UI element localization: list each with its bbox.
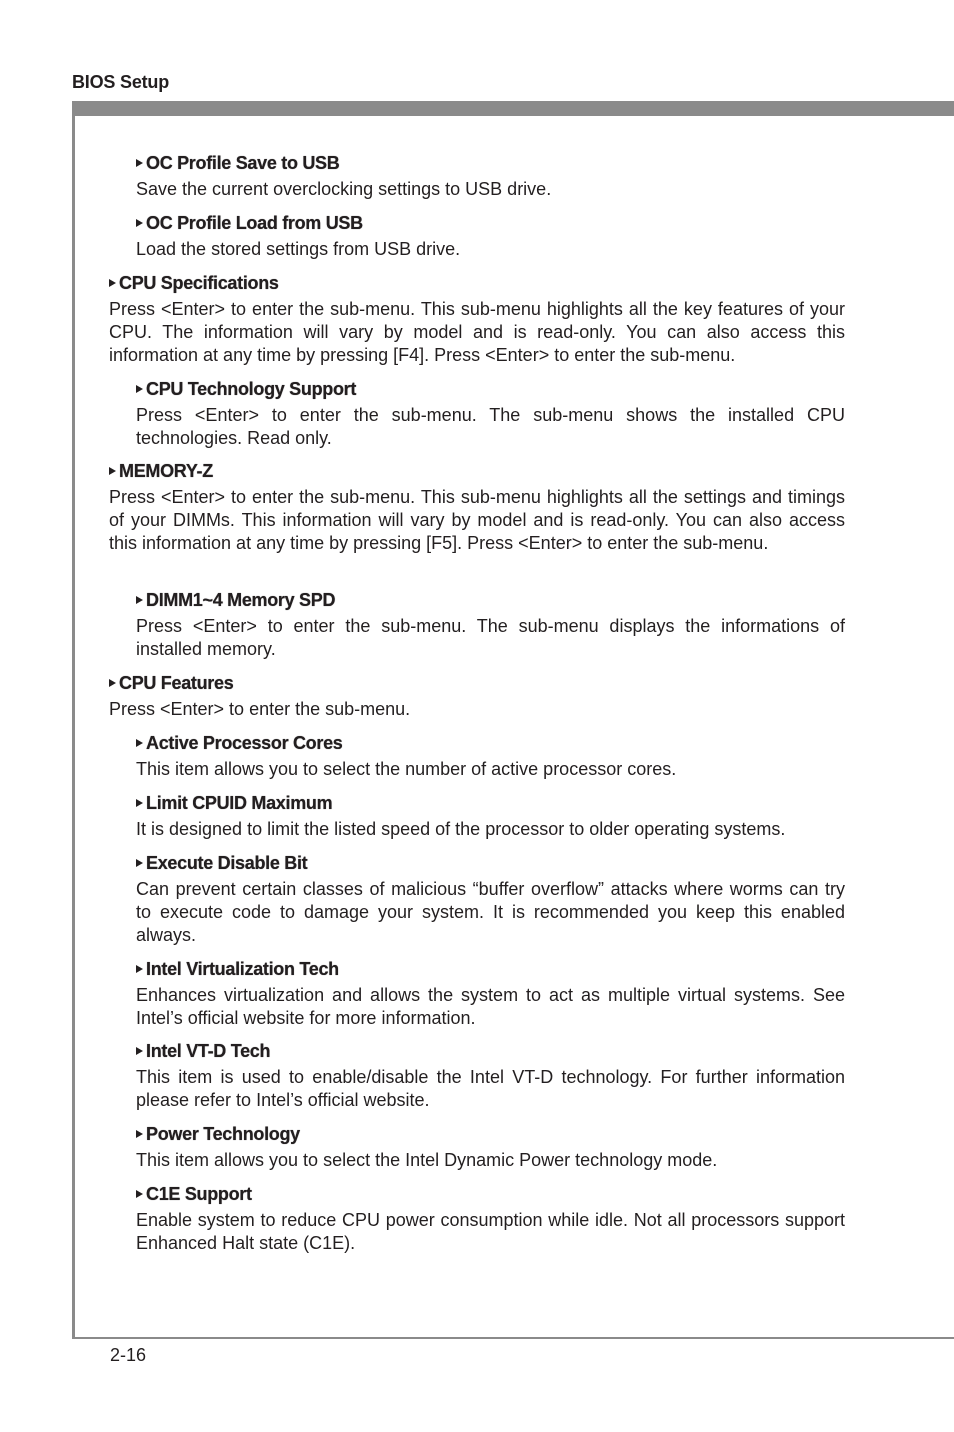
entry-heading xyxy=(109,272,845,295)
triangle-bullet-icon xyxy=(136,385,143,393)
entry-c1e-support xyxy=(136,1183,845,1255)
entry-title: CPU Technology Support xyxy=(146,379,357,399)
entry-intel-vt-d-tech xyxy=(136,1040,845,1112)
entry-heading xyxy=(109,672,845,695)
entry-description: Press <Enter> to enter the sub-menu. This sub-menu highlights all the settings and timings of your DIMMs. This information will vary by model and is read-only. You can also access this information at any time by pressing [F5]. Press <Enter> to enter the sub-menu. xyxy=(109,487,845,553)
triangle-bullet-icon xyxy=(136,859,143,867)
triangle-bullet-icon xyxy=(109,467,116,475)
entry-description: This item allows you to select the Intel Dynamic Power technology mode. xyxy=(136,1150,718,1170)
triangle-bullet-icon xyxy=(136,965,143,973)
entry-title: Execute Disable Bit xyxy=(146,853,308,873)
triangle-bullet-icon xyxy=(136,739,143,747)
triangle-bullet-icon xyxy=(109,279,116,287)
entry-oc-profile-save xyxy=(136,152,845,201)
triangle-bullet-icon xyxy=(136,596,143,604)
entry-title: CPU Specifications xyxy=(119,273,279,293)
entry-title: Intel VT-D Tech xyxy=(146,1041,271,1061)
entry-cpu-technology-support xyxy=(136,378,845,450)
triangle-bullet-icon xyxy=(136,799,143,807)
entry-description: Press <Enter> to enter the sub-menu. xyxy=(109,699,411,719)
entry-oc-profile-load xyxy=(136,212,845,261)
entry-heading xyxy=(109,460,845,483)
triangle-bullet-icon xyxy=(136,159,143,167)
entry-description: Press <Enter> to enter the sub-menu. The sub-menu displays the informations of installed memory. xyxy=(136,616,845,659)
page-number: 2-16 xyxy=(110,1345,147,1365)
entry-intel-virtualization-tech xyxy=(136,958,845,1030)
entry-heading xyxy=(136,1040,845,1063)
entry-heading xyxy=(136,958,845,981)
entry-limit-cpuid-maximum xyxy=(136,792,845,841)
entry-title: OC Profile Load from USB xyxy=(146,213,363,233)
entry-heading xyxy=(136,589,845,612)
entry-active-processor-cores xyxy=(136,732,845,781)
triangle-bullet-icon xyxy=(136,1130,143,1138)
entry-heading xyxy=(136,732,845,755)
entry-memory-z xyxy=(109,460,845,555)
entry-description: Enable system to reduce CPU power consumption while idle. Not all processors support Enhanced Halt state (C1E). xyxy=(136,1210,845,1253)
bottom-rule xyxy=(72,1337,954,1339)
entry-description: Press <Enter> to enter the sub-menu. This sub-menu highlights all the key features of your CPU. The information will vary by model and is read-only. You can also access this information at any time by pressing [F4]. Press <Enter> to enter the sub-menu. xyxy=(109,299,845,365)
entry-title: DIMM1~4 Memory SPD xyxy=(146,590,336,610)
entry-heading xyxy=(136,212,845,235)
entry-heading xyxy=(136,852,845,875)
triangle-bullet-icon xyxy=(136,1190,143,1198)
header-bar xyxy=(72,101,954,116)
entry-heading xyxy=(136,1183,845,1206)
triangle-bullet-icon xyxy=(109,679,116,687)
entry-heading xyxy=(136,1123,845,1146)
entry-heading xyxy=(136,378,845,401)
entry-title: CPU Features xyxy=(119,673,234,693)
entry-title: Intel Virtualization Tech xyxy=(146,959,339,979)
entry-description: Enhances virtualization and allows the system to act as multiple virtual systems. See Intel’s official website for more information. xyxy=(136,985,845,1028)
entry-title: OC Profile Save to USB xyxy=(146,153,340,173)
entry-cpu-features xyxy=(109,672,845,721)
entry-title: Power Technology xyxy=(146,1124,300,1144)
entry-title: Limit CPUID Maximum xyxy=(146,793,333,813)
entry-heading xyxy=(136,792,845,815)
entry-dimm-memory-spd xyxy=(136,589,845,661)
entry-title: Active Processor Cores xyxy=(146,733,343,753)
entry-execute-disable-bit xyxy=(136,852,845,947)
entry-cpu-specifications xyxy=(109,272,845,367)
triangle-bullet-icon xyxy=(136,219,143,227)
entry-description: Press <Enter> to enter the sub-menu. The sub-menu shows the installed CPU technologies. Read only. xyxy=(136,405,845,448)
entry-description: Save the current overclocking settings to USB drive. xyxy=(136,179,552,199)
entry-description: Can prevent certain classes of malicious “buffer overflow” attacks where worms can try to execute code to damage your system. It is recommended you keep this enabled always. xyxy=(136,879,845,945)
entry-description: Load the stored settings from USB drive. xyxy=(136,239,461,259)
triangle-bullet-icon xyxy=(136,1047,143,1055)
entry-description: This item allows you to select the number of active processor cores. xyxy=(136,759,677,779)
entry-power-technology xyxy=(136,1123,845,1172)
entry-description: It is designed to limit the listed speed of the processor to older operating systems. xyxy=(136,819,786,839)
entry-heading xyxy=(136,152,845,175)
entry-title: MEMORY-Z xyxy=(119,461,213,481)
left-margin-rule xyxy=(72,101,75,1339)
page-header-title: BIOS Setup xyxy=(72,72,170,92)
entry-description: This item is used to enable/disable the Intel VT-D technology. For further information please refer to Intel’s official website. xyxy=(136,1067,845,1110)
entry-title: C1E Support xyxy=(146,1184,252,1204)
